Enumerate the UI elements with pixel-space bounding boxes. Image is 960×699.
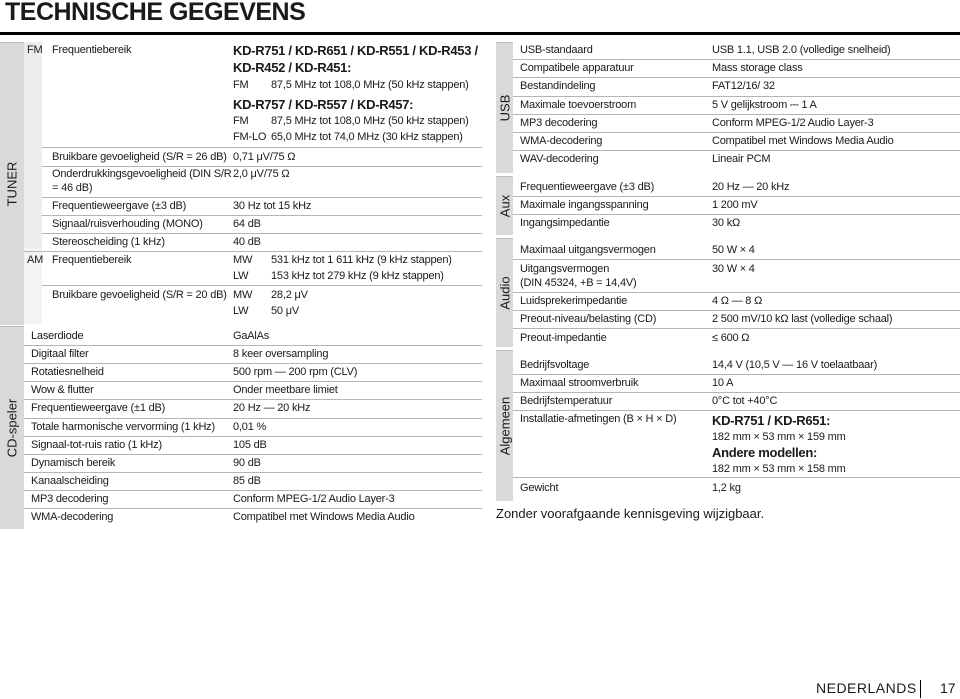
page-separator [920, 680, 921, 698]
fm-band-label: FM [27, 44, 43, 56]
spec-value: GaAlAs [233, 330, 270, 342]
sensitivity-value: 0,71 μV/75 Ω [233, 151, 296, 163]
fm-model-group-a-cont: KD-R452 / KD-R451: [233, 60, 352, 75]
fm-a-range: 87,5 MHz tot 108,0 MHz (50 kHz stappen) [271, 79, 469, 91]
spec-value: Conform MPEG-1/2 Audio Layer-3 [712, 116, 874, 129]
page-title: TECHNISCHE GEGEVENS [5, 0, 306, 26]
spec-label: WAV-decodering [520, 153, 599, 166]
divider [42, 166, 482, 167]
am-sens-mw-value: 28,2 μV [271, 289, 308, 301]
spec-label: Rotatiesnelheid [31, 366, 104, 379]
spec-label: Kanaalscheiding [31, 474, 109, 487]
spec-value: 20 Hz — 20 kHz [712, 181, 790, 193]
fm-b-band: FM [233, 115, 249, 127]
cd-tab [0, 326, 24, 529]
fm-lo-band: FM-LO [233, 131, 267, 143]
current-value: 10 A [712, 377, 734, 389]
usb-tab [496, 42, 513, 173]
dimensions-value-a: 182 mm × 53 mm × 159 mm [712, 431, 846, 443]
sensitivity-label: Bruikbare gevoeligheid (S/R = 26 dB) [52, 151, 227, 163]
stereo-separation-value: 40 dB [233, 236, 261, 248]
spec-label: Signaal-tot-ruis ratio (1 kHz) [31, 438, 162, 451]
language-label: NEDERLANDS [816, 680, 917, 696]
spec-value: USB 1.1, USB 2.0 (volledige snelheid) [712, 44, 891, 56]
divider [513, 374, 960, 375]
divider [24, 345, 482, 346]
speaker-impedance-label: Luidsprekerimpedantie [520, 295, 628, 307]
tuner-tab [0, 42, 24, 325]
divider [24, 454, 482, 455]
divider [513, 328, 960, 329]
divider [24, 490, 482, 491]
divider [513, 477, 960, 478]
divider [42, 215, 482, 216]
fm-b-range: 87,5 MHz tot 108,0 MHz (50 kHz stappen) [271, 115, 469, 127]
spec-label: Ingangsimpedantie [520, 217, 610, 229]
aux-tab-label: Aux [497, 194, 512, 218]
divider [24, 472, 482, 473]
spec-label: USB-standaard [520, 44, 593, 56]
quieting-label-cont: = 46 dB) [52, 182, 93, 194]
max-output-label: Maximaal uitgangsvermogen [520, 244, 656, 256]
divider [513, 77, 960, 78]
spec-value: Conform MPEG-1/2 Audio Layer-3 [233, 492, 395, 505]
spec-label: Totale harmonische vervorming (1 kHz) [31, 420, 215, 433]
divider [513, 59, 960, 60]
title-rule [0, 32, 960, 35]
quieting-value: 2,0 μV/75 Ω [233, 168, 290, 180]
spec-value: Compatibel met Windows Media Audio [233, 511, 415, 523]
spec-value: 30 kΩ [712, 217, 741, 229]
divider [42, 233, 482, 234]
spec-label: WMA-decodering [31, 511, 114, 523]
dimensions-value-b: 182 mm × 53 mm × 158 mm [712, 463, 846, 475]
divider [513, 114, 960, 115]
snr-value: 64 dB [233, 218, 261, 230]
weight-value: 1,2 kg [712, 482, 741, 494]
divider [513, 310, 960, 311]
divider [24, 436, 482, 437]
fm-lo-range: 65,0 MHz tot 74,0 MHz (30 kHz stappen) [271, 131, 463, 143]
general-tab-label: Algemeen [497, 396, 512, 456]
am-frequency-label: Frequentiebereik [52, 254, 132, 266]
spec-value: 20 Hz — 20 kHz [233, 402, 311, 415]
divider [513, 259, 960, 260]
spec-label: Laserdiode [31, 330, 84, 342]
fm-response-label: Frequentieweergave (±3 dB) [52, 200, 187, 212]
spec-label: MP3 decodering [31, 492, 109, 505]
fm-response-value: 30 Hz tot 15 kHz [233, 200, 312, 212]
preout-impedance-value: ≤ 600 Ω [712, 332, 750, 344]
spec-label: Frequentieweergave (±1 dB) [31, 402, 166, 415]
dimensions-label: Installatie-afmetingen (B × H × D) [520, 413, 677, 425]
spec-label: Wow & flutter [31, 384, 94, 397]
divider [24, 508, 482, 509]
divider [513, 410, 960, 411]
am-lw-range: 153 kHz tot 279 kHz (9 kHz stappen) [271, 270, 444, 282]
spec-label: WMA-decodering [520, 135, 603, 147]
audio-tab-label: Audio [497, 276, 512, 310]
spec-value: 105 dB [233, 438, 267, 451]
weight-label: Gewicht [520, 482, 559, 494]
speaker-impedance-value: 4 Ω — 8 Ω [712, 295, 763, 307]
current-label: Maximaal stroomverbruik [520, 377, 639, 389]
am-lw-band: LW [233, 270, 249, 282]
output-value: 30 W × 4 [712, 263, 755, 275]
voltage-label: Bedrijfsvoltage [520, 359, 590, 371]
am-sens-lw-value: 50 μV [271, 305, 299, 317]
spec-value: Onder meetbare limiet [233, 384, 338, 397]
spec-label: Frequentieweergave (±3 dB) [520, 181, 655, 193]
audio-tab [496, 238, 513, 347]
am-sens-lw-band: LW [233, 305, 249, 317]
divider [513, 132, 960, 133]
divider [513, 96, 960, 97]
spec-value: 8 keer oversampling [233, 348, 329, 361]
fm-label-strip [24, 42, 42, 255]
spec-label: Bestandindeling [520, 80, 596, 93]
spec-label: MP3 decodering [520, 116, 598, 129]
spec-value: 1 200 mV [712, 199, 758, 211]
divider [513, 214, 960, 215]
dimensions-model-b: Andere modellen: [712, 445, 817, 460]
spec-value: 90 dB [233, 456, 261, 469]
max-output-value: 50 W × 4 [712, 244, 755, 256]
voltage-value: 14,4 V (10,5 V — 16 V toelaatbaar) [712, 359, 878, 371]
am-mw-range: 531 kHz tot 1 611 kHz (9 kHz stappen) [271, 254, 452, 266]
fm-a-band: FM [233, 79, 249, 91]
spec-value: 500 rpm — 200 rpm (CLV) [233, 366, 358, 379]
fm-model-group-a: KD-R751 / KD-R651 / KD-R551 / KD-R453 / [233, 43, 478, 58]
output-label-cont: (DIN 45324, +B = 14,4V) [520, 277, 637, 289]
spec-label: Compatibele apparatuur [520, 62, 634, 75]
preout-level-label: Preout-niveau/belasting (CD) [520, 313, 657, 325]
divider [513, 150, 960, 151]
divider [24, 418, 482, 419]
divider [513, 392, 960, 393]
am-sens-mw-band: MW [233, 289, 253, 301]
divider [24, 363, 482, 364]
spec-label: Dynamisch bereik [31, 456, 116, 469]
preout-impedance-label: Preout-impedantie [520, 332, 607, 344]
fm-frequency-label: Frequentiebereik [52, 44, 132, 56]
page-number: 17 [940, 680, 956, 696]
notice: Zonder voorafgaande kennisgeving wijzigbaar. [496, 506, 765, 521]
divider [24, 251, 482, 252]
snr-label: Signaal/ruisverhouding (MONO) [52, 218, 203, 230]
tuner-tab-label: TUNER [4, 161, 20, 207]
spec-value: 85 dB [233, 474, 261, 487]
divider [42, 147, 482, 148]
divider [513, 292, 960, 293]
divider [24, 381, 482, 382]
spec-value: Mass storage class [712, 62, 803, 75]
quieting-label: Onderdrukkingsgevoeligheid (DIN S/R [52, 168, 232, 180]
usb-tab-label: USB [497, 94, 512, 122]
spec-value: Compatibel met Windows Media Audio [712, 135, 894, 147]
temperature-value: 0°C tot +40°C [712, 395, 778, 407]
spec-label: Maximale ingangsspanning [520, 199, 649, 211]
spec-label: Maximale toevoerstroom [520, 98, 637, 111]
am-sensitivity-label: Bruikbare gevoeligheid (S/R = 20 dB) [52, 289, 227, 301]
divider [42, 197, 482, 198]
general-tab [496, 350, 513, 501]
spec-value: FAT12/16/ 32 [712, 80, 775, 93]
output-label: Uitgangsvermogen [520, 263, 610, 275]
divider [24, 399, 482, 400]
temperature-label: Bedrijfstemperatuur [520, 395, 613, 407]
spec-label: Digitaal filter [31, 348, 89, 361]
stereo-separation-label: Stereoscheiding (1 kHz) [52, 236, 165, 248]
divider [513, 196, 960, 197]
spec-value: Lineair PCM [712, 153, 771, 166]
cd-tab-label: CD-speler [4, 398, 20, 458]
spec-value: 5 V gelijkstroom ⎓ 1 A [712, 98, 817, 111]
aux-tab [496, 176, 513, 235]
fm-model-group-b: KD-R757 / KD-R557 / KD-R457: [233, 97, 414, 112]
spec-value: 0,01 % [233, 420, 267, 433]
am-mw-band: MW [233, 254, 253, 266]
divider [42, 285, 482, 286]
preout-level-value: 2 500 mV/10 kΩ last (volledige schaal) [712, 313, 893, 325]
am-band-label: AM [27, 254, 44, 266]
dimensions-model-a: KD-R751 / KD-R651: [712, 413, 831, 428]
